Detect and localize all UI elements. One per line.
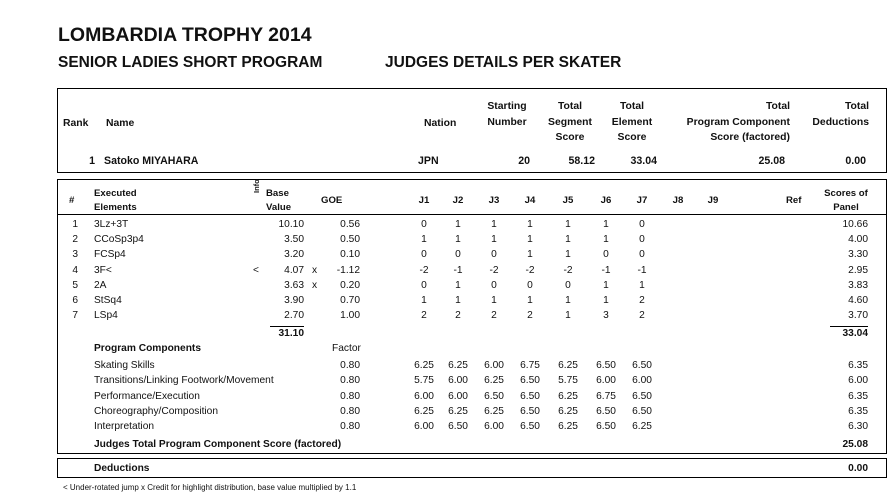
element-judge-score: 1 [421,234,427,246]
component-judge-score: 6.25 [414,405,434,417]
component-judge-score: 6.00 [484,360,504,371]
element-judge-score: 1 [603,295,609,306]
element-judge-score: 0 [639,234,645,246]
element-judge-score: 1 [603,219,609,230]
element-judge-score: 3 [603,310,609,322]
element-judge-score: 1 [565,295,571,306]
element-judge-score: 2 [527,310,533,322]
component-factor: 0.80 [340,390,360,402]
base-total: 31.10 [278,328,304,339]
component-judge-score: 6.25 [558,360,578,371]
base-total-rule [270,326,304,327]
element-bonus-flag: x [312,264,318,276]
pcs-header: Total Program Component Score (factored) [686,101,790,143]
deductions-label: Deductions [94,463,150,474]
component-name: Skating Skills [94,360,155,371]
component-judge-score: 6.00 [632,375,652,387]
component-judge-score: 6.50 [596,405,616,417]
judge-header-1: J1 [418,195,430,206]
element-judge-score: 1 [527,234,533,246]
element-panel-score: 10.66 [842,219,868,230]
component-judge-score: 6.25 [414,360,434,371]
skater-pcs: 25.08 [758,155,785,167]
starting-number-header: Starting Number [487,101,527,128]
component-name: Transitions/Linking Footwork/Movement [94,375,274,387]
component-judge-score: 6.25 [484,405,504,417]
element-judge-score: -1 [453,264,463,276]
report-title: JUDGES DETAILS PER SKATER [385,54,622,71]
element-base-value: 10.10 [278,219,304,230]
component-name: Performance/Execution [94,390,200,402]
element-number: 2 [72,234,78,246]
component-judge-score: 6.00 [448,390,468,402]
event-title: LOMBARDIA TROPHY 2014 [58,24,312,46]
skater-start-number: 20 [518,155,530,167]
element-name: FCSp4 [94,249,126,261]
category-title: SENIOR LADIES SHORT PROGRAM [58,54,323,71]
factor-header: Factor [332,343,361,354]
element-goe: 0.50 [340,234,360,246]
judge-header-3: J3 [488,195,500,206]
component-judge-score: 6.50 [448,421,468,433]
element-number: 4 [72,264,78,276]
element-goe: -1.12 [336,264,360,276]
component-judge-score: 6.00 [414,390,434,402]
element-judge-score: 1 [565,249,571,261]
component-name: Interpretation [94,421,155,433]
component-judge-score: 6.25 [558,390,578,402]
component-judge-score: 6.75 [596,390,616,402]
goe-header: GOE [321,195,343,206]
element-judge-score: -2 [419,264,429,276]
element-name: 2A [94,279,107,291]
component-judge-score: 6.00 [448,375,468,387]
element-judge-score: 0 [565,279,571,291]
component-factor: 0.80 [340,405,360,417]
element-judge-score: 1 [527,249,533,261]
element-name: LSp4 [94,310,118,322]
element-judge-score: 2 [491,310,497,322]
element-panel-score: 3.83 [848,279,868,291]
component-judge-score: 6.25 [632,421,652,433]
element-judge-score: -1 [637,264,647,276]
judge-header-7: J7 [636,195,648,206]
component-judge-score: 6.25 [448,360,468,371]
element-judge-score: 2 [639,295,645,306]
info-header: Info [252,179,261,193]
element-judge-score: 0 [455,249,461,261]
panel-total: 33.04 [842,328,868,339]
pc-header: Program Components [94,343,201,354]
skater-nation: JPN [418,155,439,167]
component-panel-score: 6.35 [848,405,868,417]
element-name: StSq4 [94,295,122,306]
rank-header: Rank [63,118,89,129]
element-judge-score: 0 [639,249,645,261]
judge-header-9: J9 [707,195,719,206]
component-judge-score: 6.50 [596,360,616,371]
element-base-value: 3.50 [284,234,304,246]
element-judge-score: 0 [421,219,427,230]
component-judge-score: 6.50 [520,375,540,387]
skater-tes: 33.04 [630,155,657,167]
tss-header: Total Segment Score [548,101,592,143]
element-judge-score: 1 [639,279,645,291]
skater-rank: 1 [89,155,95,167]
element-judge-score: 1 [455,295,461,306]
element-base-value: 4.07 [284,264,304,276]
element-judge-score: 0 [491,279,497,291]
element-judge-score: 1 [565,234,571,246]
component-panel-score: 6.00 [848,375,868,387]
element-info: < [253,264,259,276]
deductions-header: Total Deductions [812,101,869,128]
ref-header: Ref [786,195,802,206]
deductions-value: 0.00 [848,463,868,474]
element-judge-score: 1 [565,310,571,322]
component-name: Choreography/Composition [94,405,219,417]
element-name: 3F< [94,264,112,276]
element-panel-score: 2.95 [848,264,868,276]
header-rule [58,214,886,215]
element-number: 5 [72,279,78,291]
element-judge-score: 2 [421,310,427,322]
element-base-value: 3.63 [284,279,304,291]
element-judge-score: 1 [455,279,461,291]
element-judge-score: 0 [527,279,533,291]
element-goe: 0.70 [340,295,360,306]
panel-total-rule [830,326,868,327]
element-number: 6 [72,295,78,306]
element-judge-score: 1 [527,295,533,306]
component-judge-score: 6.25 [558,421,578,433]
element-number: 3 [72,249,78,261]
element-judge-score: 1 [491,234,497,246]
element-judge-score: 0 [639,219,645,230]
element-judge-score: -2 [563,264,573,276]
element-judge-score: 0 [421,249,427,261]
component-panel-score: 6.35 [848,390,868,402]
component-judge-score: 6.50 [520,421,540,433]
component-judge-score: 6.00 [484,421,504,433]
element-judge-score: 1 [421,295,427,306]
component-judge-score: 5.75 [558,375,578,387]
element-panel-score: 3.70 [848,310,868,322]
element-panel-score: 4.00 [848,234,868,246]
base-header: Base Value [266,188,292,213]
deductions-box [57,458,887,478]
element-judge-score: 1 [527,219,533,230]
skater-deductions: 0.00 [845,155,866,167]
component-judge-score: 5.75 [414,375,434,387]
element-judge-score: 0 [421,279,427,291]
component-judge-score: 6.50 [596,421,616,433]
component-judge-score: 6.50 [484,390,504,402]
element-judge-score: 1 [603,279,609,291]
element-judge-score: 1 [491,219,497,230]
element-judge-score: 2 [639,310,645,322]
element-judge-score: 2 [455,310,461,322]
judge-header-2: J2 [452,195,464,206]
component-factor: 0.80 [340,360,360,371]
component-judge-score: 6.75 [520,360,540,371]
element-judge-score: -1 [601,264,611,276]
element-number: 7 [72,310,78,322]
component-judge-score: 6.50 [520,405,540,417]
element-judge-score: 0 [603,249,609,261]
skater-name: Satoko MIYAHARA [104,155,199,167]
judge-header-4: J4 [524,195,536,206]
element-judge-score: 1 [455,219,461,230]
element-goe: 0.56 [340,219,360,230]
component-panel-score: 6.35 [848,360,868,371]
component-judge-score: 6.00 [596,375,616,387]
element-goe: 0.10 [340,249,360,261]
element-base-value: 3.20 [284,249,304,261]
element-name: CCoSp3p4 [94,234,144,246]
component-judge-score: 6.25 [484,375,504,387]
pcs-total-label: Judges Total Program Component Score (factored) [94,439,342,450]
element-judge-score: -2 [489,264,499,276]
judge-header-6: J6 [600,195,612,206]
element-base-value: 3.90 [284,295,304,306]
judge-header-8: J8 [672,195,684,206]
component-judge-score: 6.50 [520,390,540,402]
element-name: 3Lz+3T [94,219,129,230]
component-judge-score: 6.25 [448,405,468,417]
nation-header: Nation [424,118,457,129]
component-judge-score: 6.25 [558,405,578,417]
element-judge-score: 1 [455,234,461,246]
element-judge-score: 1 [491,295,497,306]
component-factor: 0.80 [340,421,360,433]
skater-tss: 58.12 [568,155,595,167]
num-header: # [69,195,75,206]
tes-header: Total Element Score [611,101,653,143]
component-judge-score: 6.50 [632,360,652,371]
footnote: < Under-rotated jump x Credit for highlight distribution, base value multiplied by 1.1 [63,483,357,492]
element-panel-score: 3.30 [848,249,868,261]
executed-header: Executed Elements [94,188,137,213]
element-judge-score: 1 [603,234,609,246]
element-number: 1 [72,219,78,230]
element-judge-score: 1 [565,219,571,230]
component-judge-score: 6.50 [632,390,652,402]
component-judge-score: 6.00 [414,421,434,433]
element-judge-score: -2 [525,264,535,276]
element-panel-score: 4.60 [848,295,868,306]
element-goe: 0.20 [340,279,360,291]
element-base-value: 2.70 [284,310,304,322]
element-bonus-flag: x [312,279,318,291]
element-judge-score: 0 [491,249,497,261]
component-panel-score: 6.30 [848,421,868,433]
component-judge-score: 6.50 [632,405,652,417]
judge-header-5: J5 [562,195,574,206]
name-header: Name [106,118,135,129]
panel-header: Scores of Panel [824,188,868,213]
pcs-total: 25.08 [842,439,868,450]
element-goe: 1.00 [340,310,360,322]
component-factor: 0.80 [340,375,360,387]
